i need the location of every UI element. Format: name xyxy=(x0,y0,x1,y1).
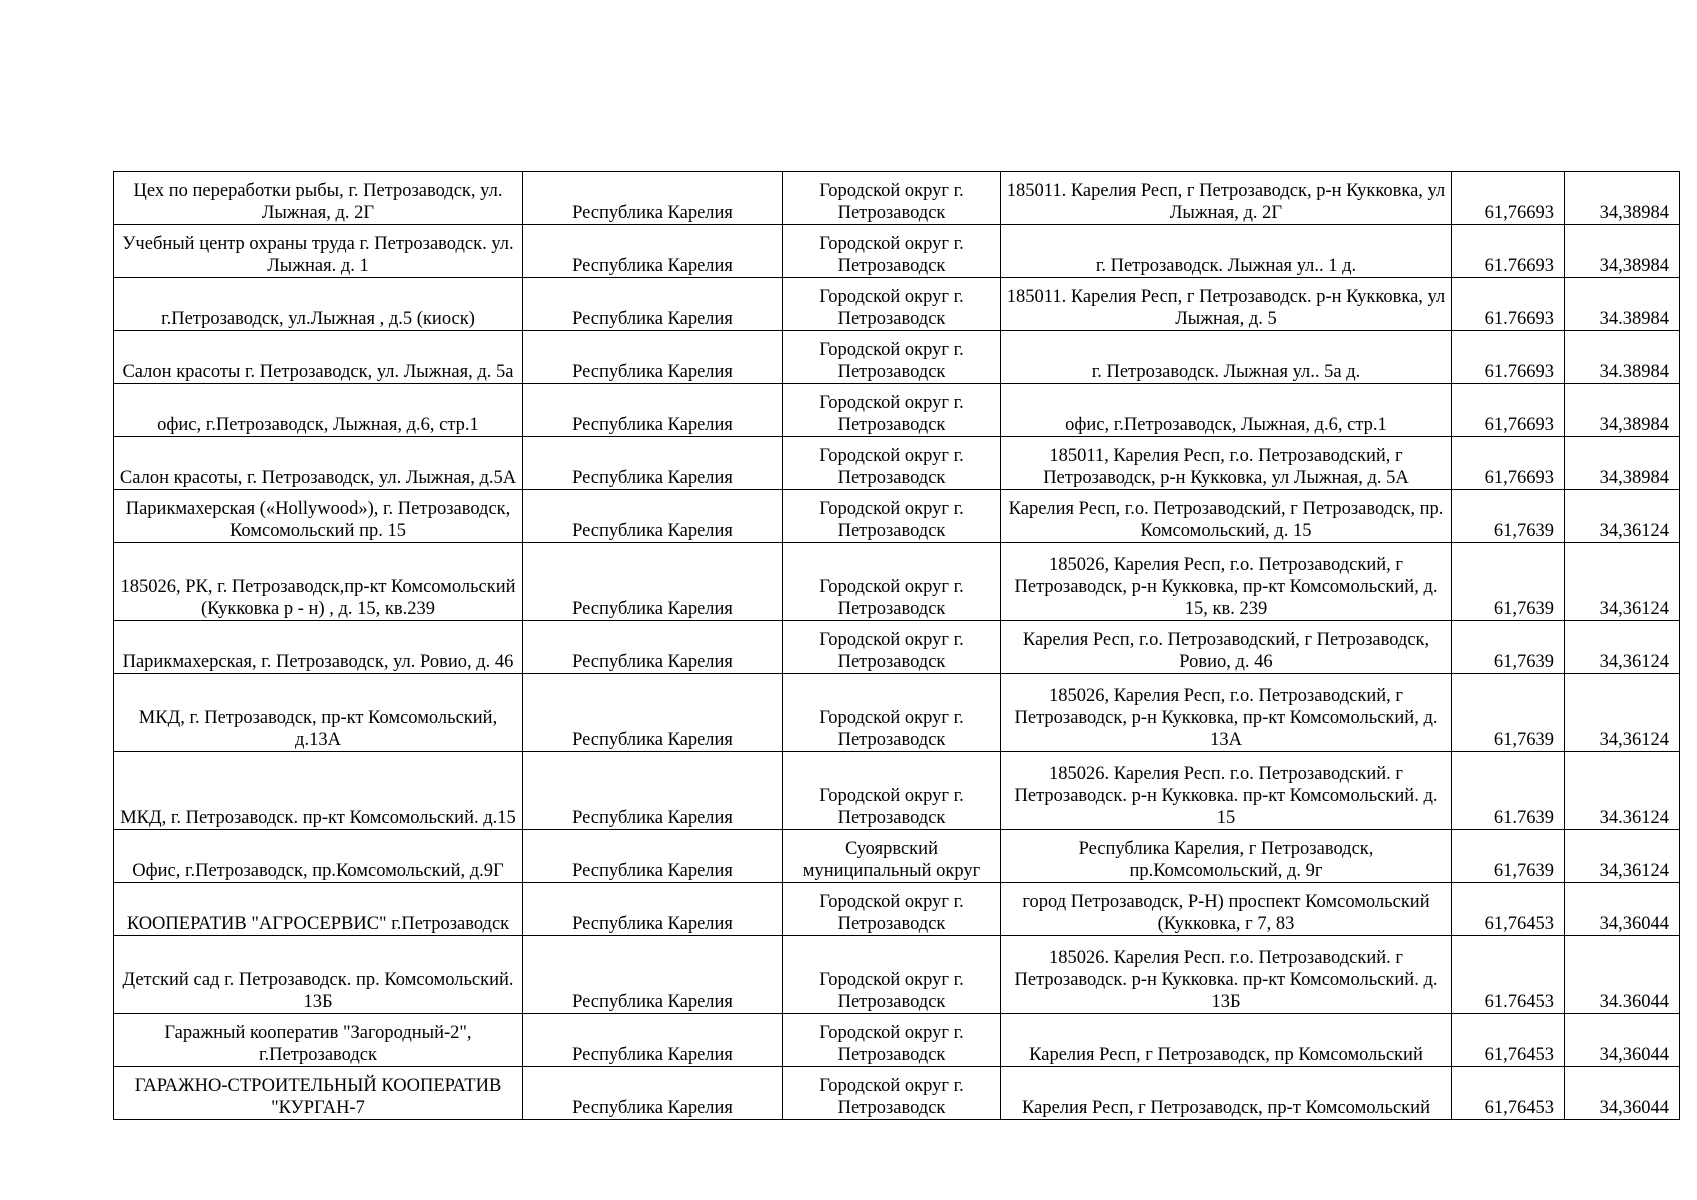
table-row xyxy=(114,883,1680,936)
region-cell: Республика Карелия xyxy=(523,1067,783,1120)
table-row xyxy=(114,225,1680,278)
address-cell: 185026. Карелия Респ. г.о. Петрозаводский. г Петрозаводск. р-н Кукковка. пр-кт Комсомольский. д. 15 xyxy=(1001,752,1452,830)
address-cell: 185011, Карелия Респ, г.о. Петрозаводский, г Петрозаводск, р-н Кукковка, ул Лыжная, д. 5А xyxy=(1001,437,1452,490)
region-cell: Республика Карелия xyxy=(523,543,783,621)
latitude-cell: 61,7639 xyxy=(1452,490,1565,543)
object-name-cell: МКД, г. Петрозаводск, пр-кт Комсомольский, д.13А xyxy=(114,674,523,752)
latitude-cell: 61,7639 xyxy=(1452,830,1565,883)
longitude-cell: 34.36044 xyxy=(1565,936,1680,1014)
table-row xyxy=(114,752,1680,830)
registry-table xyxy=(113,171,1680,1120)
latitude-cell: 61,76693 xyxy=(1452,172,1565,225)
region-cell: Республика Карелия xyxy=(523,674,783,752)
address-cell: 185026, Карелия Респ, г.о. Петрозаводский, г Петрозаводск, р-н Кукковка, пр-кт Комсомольский, д. 15, кв. 239 xyxy=(1001,543,1452,621)
district-cell: Городской округ г. Петрозаводск xyxy=(783,225,1001,278)
longitude-cell: 34,36124 xyxy=(1565,621,1680,674)
district-cell: Городской округ г. Петрозаводск xyxy=(783,752,1001,830)
region-cell: Республика Карелия xyxy=(523,278,783,331)
table-row xyxy=(114,830,1680,883)
object-name-cell: Парикмахерская («Hollywood»), г. Петрозаводск, Комсомольский пр. 15 xyxy=(114,490,523,543)
region-cell: Республика Карелия xyxy=(523,490,783,543)
longitude-cell: 34,36124 xyxy=(1565,674,1680,752)
table-row xyxy=(114,278,1680,331)
object-name-cell: Детский сад г. Петрозаводск. пр. Комсомольский. 13Б xyxy=(114,936,523,1014)
latitude-cell: 61,76453 xyxy=(1452,1067,1565,1120)
object-name-cell: ГАРАЖНО-СТРОИТЕЛЬНЫЙ КООПЕРАТИВ "КУРГАН-7 xyxy=(114,1067,523,1120)
latitude-cell: 61,7639 xyxy=(1452,543,1565,621)
latitude-cell: 61,76693 xyxy=(1452,437,1565,490)
address-cell: 185011. Карелия Респ, г Петрозаводск. р-н Кукковка, ул Лыжная, д. 5 xyxy=(1001,278,1452,331)
region-cell: Республика Карелия xyxy=(523,883,783,936)
region-cell: Республика Карелия xyxy=(523,331,783,384)
table-row xyxy=(114,674,1680,752)
address-cell: Карелия Респ, г.о. Петрозаводский, г Петрозаводск, пр. Комсомольский, д. 15 xyxy=(1001,490,1452,543)
address-cell: 185011. Карелия Респ, г Петрозаводск, р-н Кукковка, ул Лыжная, д. 2Г xyxy=(1001,172,1452,225)
longitude-cell: 34.36124 xyxy=(1565,752,1680,830)
district-cell: Городской округ г. Петрозаводск xyxy=(783,172,1001,225)
district-cell: Суоярвский муниципальный округ xyxy=(783,830,1001,883)
table-row xyxy=(114,936,1680,1014)
longitude-cell: 34,38984 xyxy=(1565,172,1680,225)
district-cell: Городской округ г. Петрозаводск xyxy=(783,1067,1001,1120)
longitude-cell: 34,36124 xyxy=(1565,490,1680,543)
region-cell: Республика Карелия xyxy=(523,225,783,278)
address-cell: г. Петрозаводск. Лыжная ул.. 5а д. xyxy=(1001,331,1452,384)
object-name-cell: Гаражный кооператив "Загородный-2", г.Петрозаводск xyxy=(114,1014,523,1067)
region-cell: Республика Карелия xyxy=(523,172,783,225)
district-cell: Городской округ г. Петрозаводск xyxy=(783,883,1001,936)
table-row xyxy=(114,437,1680,490)
object-name-cell: Учебный центр охраны труда г. Петрозаводск. ул. Лыжная. д. 1 xyxy=(114,225,523,278)
object-name-cell: Салон красоты, г. Петрозаводск, ул. Лыжная, д.5А xyxy=(114,437,523,490)
address-cell: 185026, Карелия Респ, г.о. Петрозаводский, г Петрозаводск, р-н Кукковка, пр-кт Комсомольский, д. 13А xyxy=(1001,674,1452,752)
address-cell: Карелия Респ, г Петрозаводск, пр Комсомольский xyxy=(1001,1014,1452,1067)
latitude-cell: 61,7639 xyxy=(1452,621,1565,674)
region-cell: Республика Карелия xyxy=(523,384,783,437)
object-name-cell: Офис, г.Петрозаводск, пр.Комсомольский, д.9Г xyxy=(114,830,523,883)
address-cell: Карелия Респ, г Петрозаводск, пр-т Комсомольский xyxy=(1001,1067,1452,1120)
table-row xyxy=(114,543,1680,621)
address-cell: Карелия Респ, г.о. Петрозаводский, г Петрозаводск, Ровио, д. 46 xyxy=(1001,621,1452,674)
address-cell: офис, г.Петрозаводск, Лыжная, д.6, стр.1 xyxy=(1001,384,1452,437)
longitude-cell: 34.38984 xyxy=(1565,278,1680,331)
object-name-cell: МКД, г. Петрозаводск. пр-кт Комсомольский. д.15 xyxy=(114,752,523,830)
latitude-cell: 61,76453 xyxy=(1452,883,1565,936)
longitude-cell: 34,36044 xyxy=(1565,1067,1680,1120)
latitude-cell: 61,76693 xyxy=(1452,384,1565,437)
latitude-cell: 61.76693 xyxy=(1452,331,1565,384)
object-name-cell: г.Петрозаводск, ул.Лыжная , д.5 (киоск) xyxy=(114,278,523,331)
region-cell: Республика Карелия xyxy=(523,437,783,490)
district-cell: Городской округ г. Петрозаводск xyxy=(783,384,1001,437)
object-name-cell: КООПЕРАТИВ "АГРОСЕРВИС" г.Петрозаводск xyxy=(114,883,523,936)
object-name-cell: Парикмахерская, г. Петрозаводск, ул. Ровио, д. 46 xyxy=(114,621,523,674)
district-cell: Городской округ г. Петрозаводск xyxy=(783,936,1001,1014)
longitude-cell: 34,38984 xyxy=(1565,225,1680,278)
district-cell: Городской округ г. Петрозаводск xyxy=(783,543,1001,621)
table-row xyxy=(114,384,1680,437)
latitude-cell: 61.76453 xyxy=(1452,936,1565,1014)
latitude-cell: 61,76453 xyxy=(1452,1014,1565,1067)
latitude-cell: 61.76693 xyxy=(1452,278,1565,331)
region-cell: Республика Карелия xyxy=(523,752,783,830)
table-row xyxy=(114,621,1680,674)
object-name-cell: Цех по переработки рыбы, г. Петрозаводск, ул. Лыжная, д. 2Г xyxy=(114,172,523,225)
district-cell: Городской округ г. Петрозаводск xyxy=(783,621,1001,674)
table-row xyxy=(114,1067,1680,1120)
district-cell: Городской округ г. Петрозаводск xyxy=(783,437,1001,490)
district-cell: Городской округ г. Петрозаводск xyxy=(783,674,1001,752)
address-cell: Республика Карелия, г Петрозаводск, пр.Комсомольский, д. 9г xyxy=(1001,830,1452,883)
latitude-cell: 61.76693 xyxy=(1452,225,1565,278)
registry-table-body xyxy=(114,172,1680,1120)
longitude-cell: 34,36044 xyxy=(1565,1014,1680,1067)
table-row xyxy=(114,172,1680,225)
region-cell: Республика Карелия xyxy=(523,621,783,674)
longitude-cell: 34,38984 xyxy=(1565,437,1680,490)
longitude-cell: 34,36044 xyxy=(1565,883,1680,936)
table-row xyxy=(114,331,1680,384)
region-cell: Республика Карелия xyxy=(523,1014,783,1067)
object-name-cell: офис, г.Петрозаводск, Лыжная, д.6, стр.1 xyxy=(114,384,523,437)
region-cell: Республика Карелия xyxy=(523,830,783,883)
longitude-cell: 34,36124 xyxy=(1565,543,1680,621)
latitude-cell: 61.7639 xyxy=(1452,752,1565,830)
latitude-cell: 61,7639 xyxy=(1452,674,1565,752)
table-row xyxy=(114,490,1680,543)
region-cell: Республика Карелия xyxy=(523,936,783,1014)
district-cell: Городской округ г. Петрозаводск xyxy=(783,1014,1001,1067)
longitude-cell: 34,38984 xyxy=(1565,384,1680,437)
address-cell: город Петрозаводск, Р-Н) проспект Комсомольский (Кукковка, г 7, 83 xyxy=(1001,883,1452,936)
district-cell: Городской округ г. Петрозаводск xyxy=(783,331,1001,384)
object-name-cell: 185026, РК, г. Петрозаводск,пр-кт Комсомольский (Кукковка р - н) , д. 15, кв.239 xyxy=(114,543,523,621)
object-name-cell: Салон красоты г. Петрозаводск, ул. Лыжная, д. 5а xyxy=(114,331,523,384)
district-cell: Городской округ г. Петрозаводск xyxy=(783,490,1001,543)
address-cell: г. Петрозаводск. Лыжная ул.. 1 д. xyxy=(1001,225,1452,278)
longitude-cell: 34.38984 xyxy=(1565,331,1680,384)
address-cell: 185026. Карелия Респ. г.о. Петрозаводский. г Петрозаводск. р-н Кукковка. пр-кт Комсомольский. д. 13Б xyxy=(1001,936,1452,1014)
longitude-cell: 34,36124 xyxy=(1565,830,1680,883)
district-cell: Городской округ г. Петрозаводск xyxy=(783,278,1001,331)
table-row xyxy=(114,1014,1680,1067)
